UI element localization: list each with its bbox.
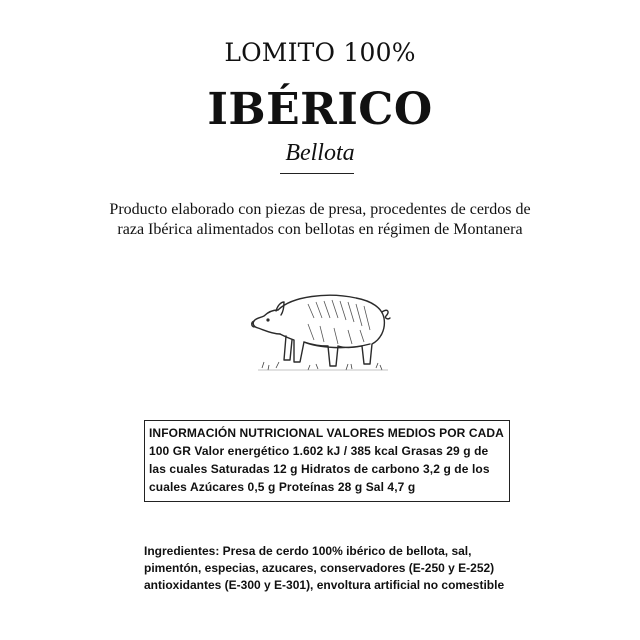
product-description: Producto elaborado con piezas de presa, procedentes de cerdos de raza Ibérica alimentados con bellotas en régimen de Montanera	[109, 201, 531, 238]
product-title-line2: IBÉRICO	[207, 84, 433, 135]
ingredients-text: Ingredientes: Presa de cerdo 100% ibérico de bellota, sal, pimentón, especias, azucares, conservadores (E-250 y E-252) antioxidantes (E-300 y E-301), envoltura artificial no comestible	[144, 544, 505, 592]
title-divider	[280, 173, 354, 174]
nutrition-info-box: INFORMACIÓN NUTRICIONAL VALORES MEDIOS POR CADA 100 GR Valor energético 1.602 kJ / 385 kcal Grasas 29 g de las cuales Saturadas 12 g Hidratos de carbono 3,2 g de los cuales Azúcares 0,5 g Proteínas 28 g Sal 4,7 g	[144, 420, 510, 502]
product-title-line1: LOMITO 100%	[224, 38, 416, 67]
pig-illustration-icon	[248, 284, 394, 376]
product-subtitle: Bellota	[285, 140, 355, 166]
